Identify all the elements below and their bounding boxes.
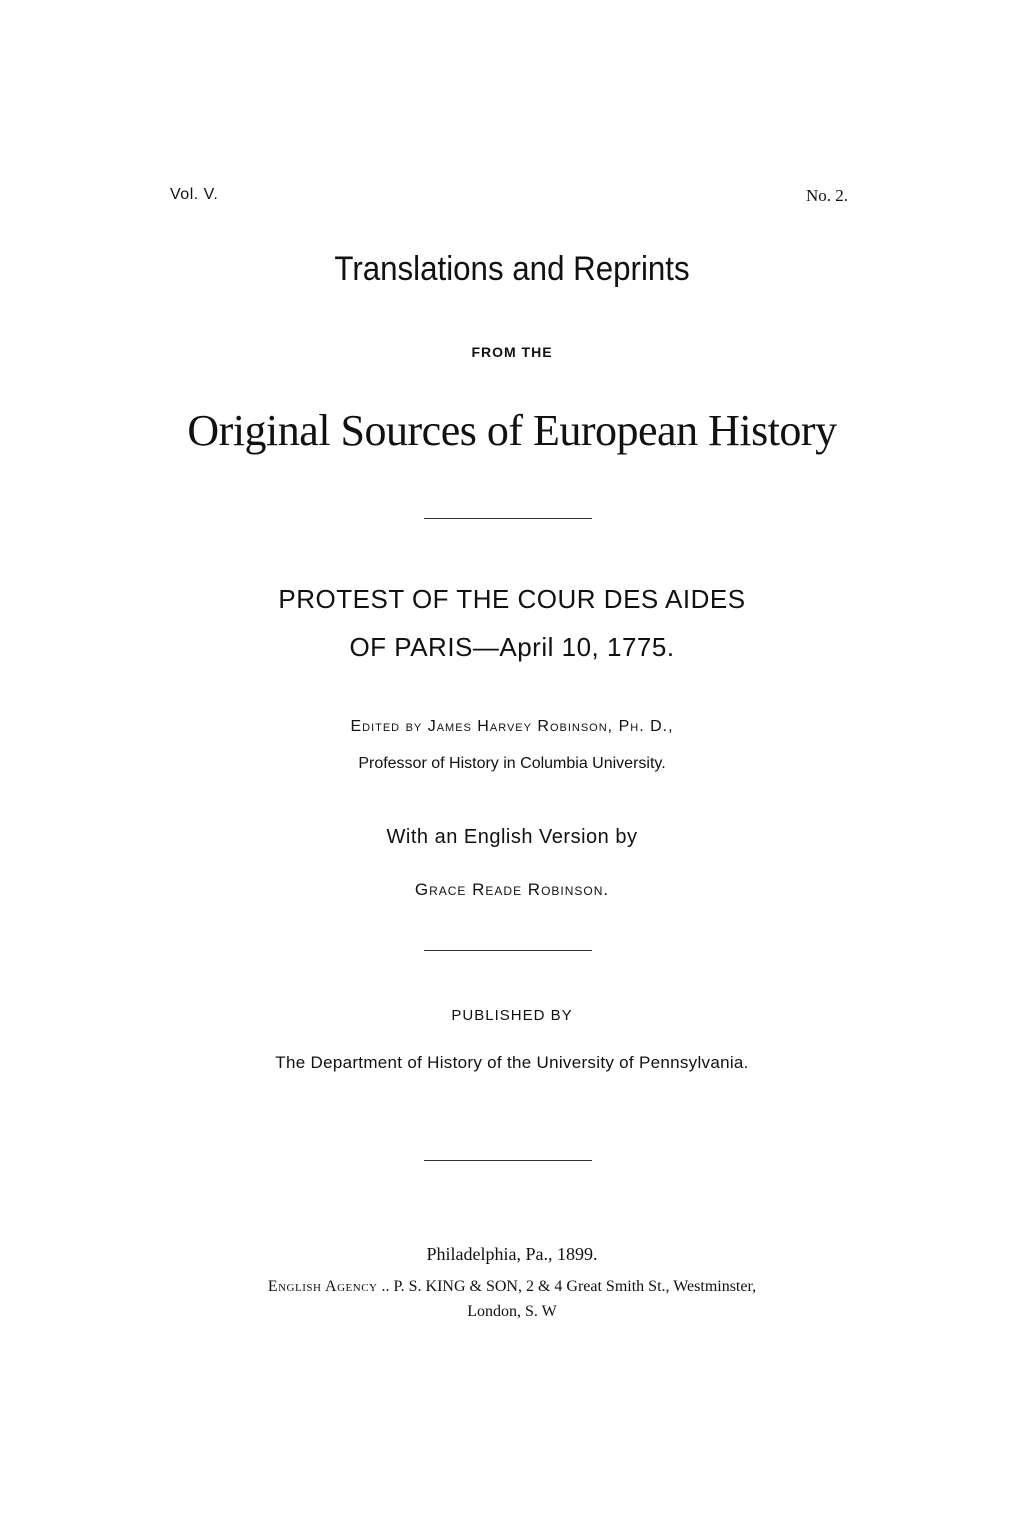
divider-rule-1: [424, 518, 592, 519]
translator-name: Grace Reade Robinson.: [414, 880, 610, 899]
document-title-line-2: OF PARIS—April 10, 1775.: [349, 632, 675, 662]
english-agency-label: English Agency: [267, 1278, 378, 1295]
translation-intro: With an English Version by: [386, 826, 638, 848]
volume-label: Vol. V.: [170, 186, 219, 203]
editor-credit: Edited by James Harvey Robinson, Ph. D.,: [350, 718, 674, 735]
main-title: Original Sources of European History: [187, 406, 837, 455]
divider-rule-2: [424, 950, 592, 951]
published-by-label: PUBLISHED BY: [451, 1007, 573, 1024]
from-the-label: FROM THE: [471, 344, 553, 360]
series-title: Translations and Reprints: [334, 250, 690, 288]
english-agency-city: London, S. W: [467, 1303, 557, 1320]
imprint-place-date: Philadelphia, Pa., 1899.: [426, 1244, 598, 1264]
divider-rule-3: [424, 1160, 592, 1161]
issue-number: No. 2.: [805, 186, 848, 205]
publisher-name: The Department of History of the University of Pennsylvania.: [275, 1053, 749, 1072]
english-agency-address: .. P. S. KING & SON, 2 & 4 Great Smith St., Westminster,: [377, 1278, 757, 1295]
english-agency-line: [0, 1278, 1024, 1296]
document-title-line-1: PROTEST OF THE COUR DES AIDES: [278, 584, 746, 614]
editor-affiliation: Professor of History in Columbia University.: [358, 755, 666, 772]
